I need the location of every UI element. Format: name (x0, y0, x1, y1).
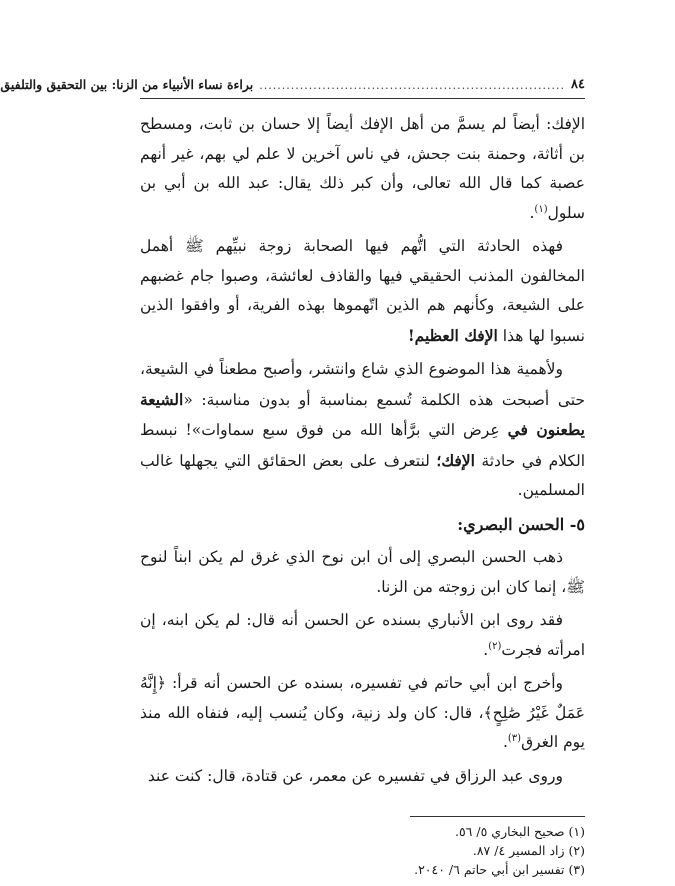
footnote-rule (410, 816, 585, 817)
paragraph-3-bold-1: الشيعة يطعنون في (140, 389, 585, 439)
footnote-2: (٢) زاد المسير ٤/ ٨٧. (472, 843, 585, 858)
paragraph-2-text: فهذه الحادثة التي اتُّهم فيها الصحابة زوجة نبيِّهم ﷺ أهمل المخالفون المذنب الحقيقي فيها والقاذف لعائشة، وصبوا جام غضبهم على الشيعة، وكأنهم هم الذين اتّهموها بهذه الفرية، أو وافقوا الذين نسبوا لها هذا (140, 237, 585, 345)
running-title: براءة نساء الأنبياء من الزنا: بين التحقيق والتلفيق (0, 77, 254, 92)
paragraph-3 (140, 355, 585, 506)
section-heading: ٥- الحسن البصري: (457, 514, 585, 534)
footnote-ref-2: (٢) (488, 640, 502, 652)
paragraph-4: ذهب الحسن البصري إلى أن ابن نوح الذي غرق لم يكن ابناً لنوح ﷺ، إنما كان ابن زوجته من الزنا. (140, 548, 585, 596)
paragraph-1-end: . (529, 203, 535, 222)
paragraph-5 (140, 606, 585, 665)
header-leader-dots: .................................................................... (259, 79, 566, 92)
paragraph-6-end: . (502, 733, 508, 751)
paragraph-3-text-a: ولأهمية هذا الموضوع الذي شاع وانتشر، وأصبح مطعناً في الشيعة، حتى أصبحت هذه الكلمة تُسمع بمناسبة أو بدون مناسبة: « (140, 360, 585, 409)
footnote-ref-3: (٣) (507, 732, 522, 744)
paragraph-3-text-c: لنتعرف على بعض الحقائق التي يجهلها غالب المسلمين. (140, 451, 585, 499)
running-header (0, 72, 585, 92)
paragraph-2-bold: الإفك العظيم! (407, 325, 498, 345)
paragraph-6 (140, 669, 585, 758)
paragraph-3-bold-2: الإفك؛ (436, 450, 475, 470)
header-rule (140, 98, 585, 99)
paragraph-2 (140, 232, 585, 351)
main-text (140, 110, 585, 795)
paragraph-6-text: وأخرج ابن أبي حاتم في تفسيره، بسنده عن الحسن أنه قرأ: ﴿إِنَّهُ عَمَلٌ غَيْرُ صَٰلِحٍ﴾، قال: كان ولد زنية، وكان يُنسب إليه، فنفاه الله منذ يوم الغرق (140, 674, 585, 751)
paragraph-3-text-b: عِرض التي برَّأها الله من فوق سبع سماوات»! نبسط الكلام في حادثة (140, 421, 585, 470)
paragraph-7: وروى عبد الرزاق في تفسيره عن معمر، عن قتادة، قال: كنت عند (147, 766, 563, 785)
footnote-3: (٣) تفسير ابن أبي حاتم ٦/ ٢٠٤٠. (414, 862, 585, 877)
paragraph-5-end: . (483, 640, 489, 659)
footnotes (140, 822, 585, 879)
paragraph-1 (140, 110, 585, 228)
paragraph-1-text: الإفك: أيضاً لم يسمَّ من أهل الإفك أيضاً إلا حسان بن ثابت، ومسطح بن أثاثة، وحمنة بنت جحش، في ناس آخرين لا علم لي بهم، غير أنهم عصبة كما قال الله تعالى، وأن كبر ذلك يقال: عبد الله بن أبي بن سلول (140, 115, 585, 222)
footnote-1: (١) صحيح البخاري ٥/ ٥٦. (454, 824, 585, 839)
page-number: ٨٤ (571, 77, 585, 92)
footnote-ref-1: (١) (534, 203, 548, 215)
paragraph-5-text: فقد روى ابن الأنباري بسنده عن الحسن أنه قال: لم يكن ابنه، إن امرأته فجرت (140, 611, 585, 659)
